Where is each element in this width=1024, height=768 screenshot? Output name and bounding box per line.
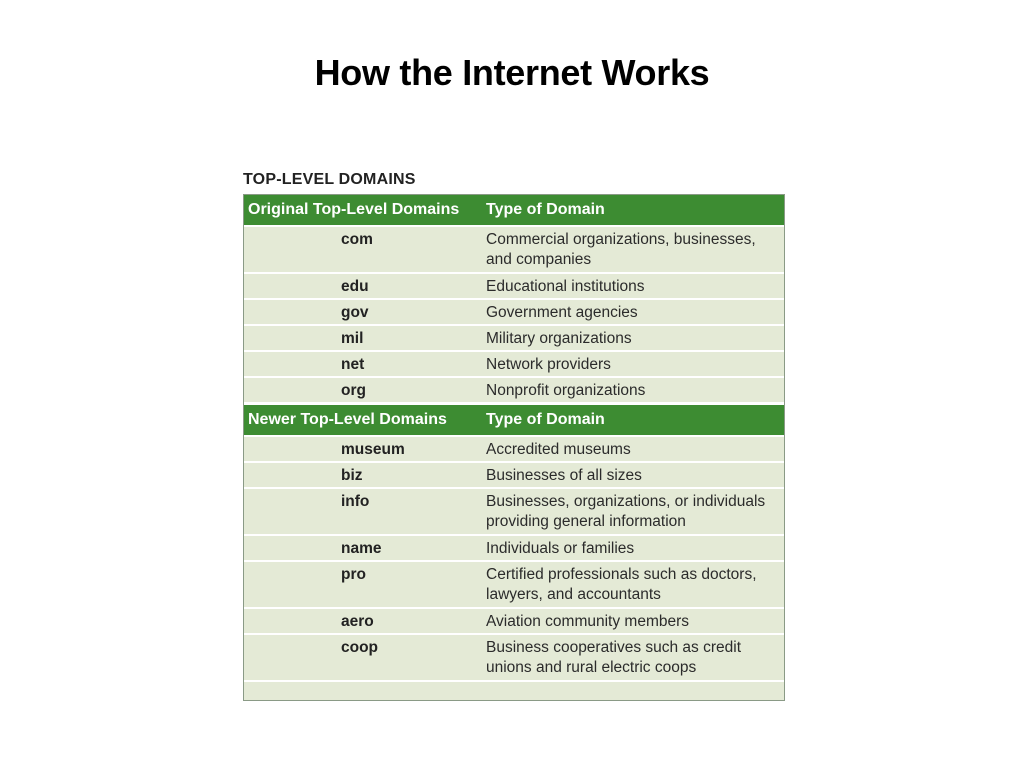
table-row [244,225,784,272]
newer-header-domain: Newer Top-Level Domains [248,411,447,428]
table-bottom-padding [244,680,784,700]
domain-cell: info [341,493,370,510]
table-row [244,324,784,350]
newer-domains-header [244,402,784,435]
table-row [244,487,784,534]
table-row [244,376,784,402]
type-cell: Businesses, organizations, or individuals providing general information [486,493,766,530]
type-cell: Business cooperatives such as credit unions and rural electric coops [486,639,742,676]
original-header-domain: Original Top-Level Domains [248,201,460,218]
type-cell: Military organizations [486,330,632,347]
original-domains-header [244,195,784,225]
type-cell: Businesses of all sizes [486,467,642,484]
domain-cell: gov [341,304,369,321]
domain-cell: com [341,231,373,248]
domain-cell: pro [341,566,366,583]
table-row [244,534,784,560]
table-row [244,560,784,607]
domain-cell: mil [341,330,364,347]
domain-cell: museum [341,441,405,458]
table-row [244,350,784,376]
domain-cell: name [341,540,382,557]
type-cell: Network providers [486,356,611,373]
domain-cell: coop [341,639,379,656]
figure-caption: TOP-LEVEL DOMAINS [243,171,416,188]
domain-cell: net [341,356,365,373]
type-cell: Aviation community members [486,613,690,630]
table-row [244,298,784,324]
domain-cell: edu [341,278,369,295]
type-cell: Accredited museums [486,441,631,458]
slide-title: How the Internet Works [314,52,710,93]
domains-table [243,194,785,701]
table-row [244,461,784,487]
type-cell: Nonprofit organizations [486,382,646,399]
type-cell: Certified professionals such as doctors, lawyers, and accountants [486,566,757,603]
domain-cell: biz [341,467,363,484]
type-cell: Government agencies [486,304,638,321]
table-row [244,607,784,633]
type-cell: Individuals or families [486,540,635,557]
table-row [244,633,784,680]
original-header-type: Type of Domain [486,201,605,218]
type-cell: Educational institutions [486,278,645,295]
type-cell: Commercial organizations, businesses, and companies [486,231,756,268]
table-row [244,272,784,298]
domain-cell: org [341,382,366,399]
newer-header-type: Type of Domain [486,411,605,428]
domain-cell: aero [341,613,374,630]
table-row [244,435,784,461]
top-level-domains-figure [243,170,785,701]
